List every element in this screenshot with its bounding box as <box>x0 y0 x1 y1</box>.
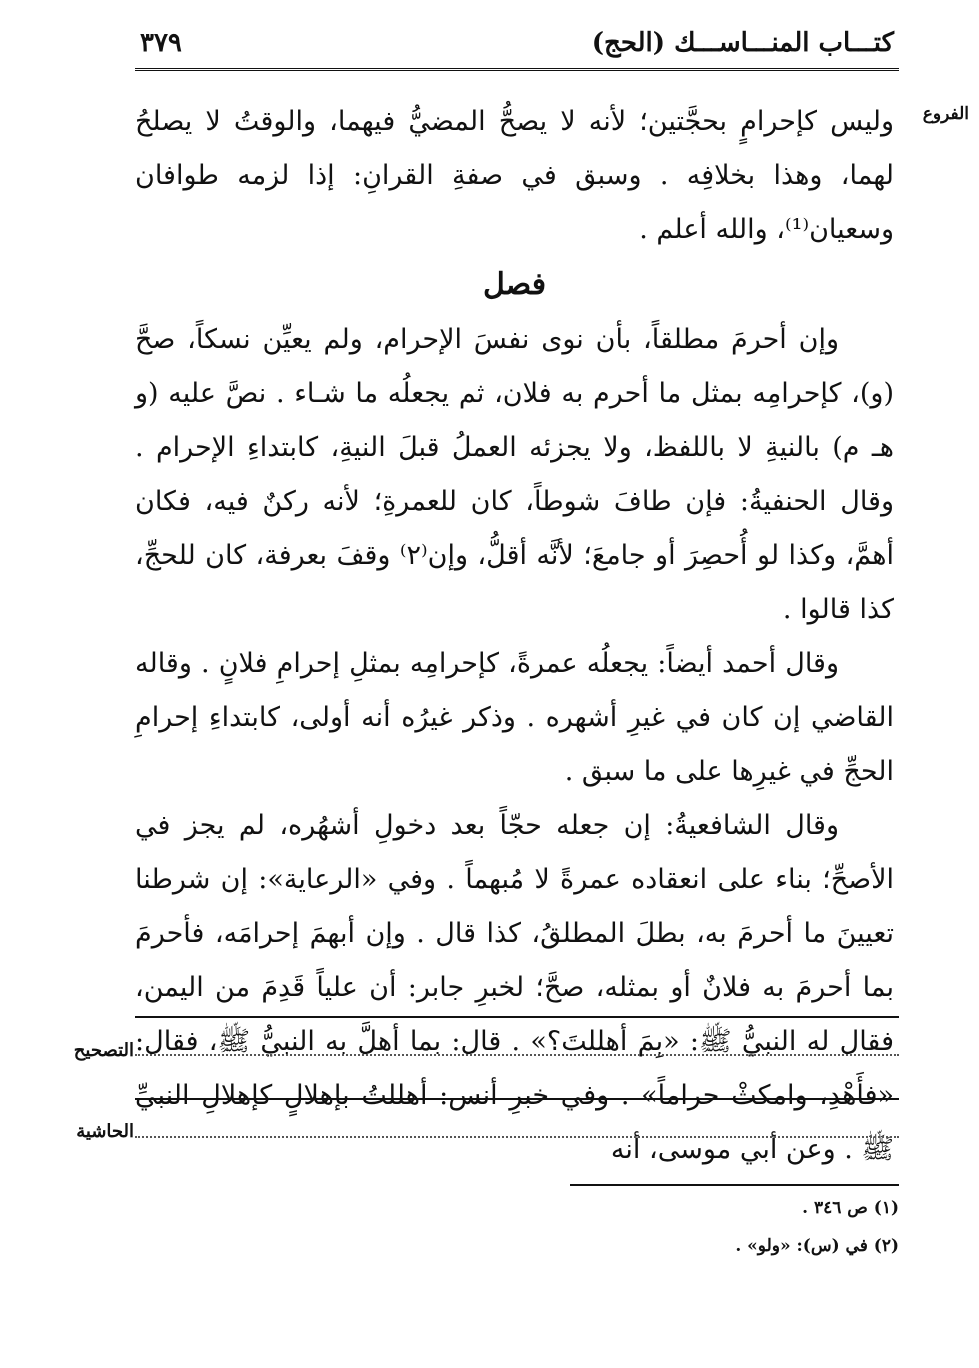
margin-note-label: الحاشية <box>76 1121 134 1142</box>
running-title: كتـــاب المنـــاســـك (الحج) <box>591 28 894 58</box>
form-middle-rule <box>135 1098 899 1100</box>
paragraph-2: وإن أحرمَ مطلقاً، بأن نوى نفسَ الإحرام، ولم يعيِّن نسكاً، صحَّ (و)، كإحرامِه بمثل ما أحرم به فلان، ثم يجعلُه ما شـاء . نصَّ عليه (و هـ م) بالنيةِ لا باللفظ، ولا يجزئه العملُ قبلَ النيةِ، كابتداءِ الإحرام . وقال الحنفيةُ: فإن طافَ شوطاً، كان للعمرةِ؛ لأنه ركنٌ فيه، فكان أهمَّ، وكذا لو أُحصِرَ أو جامعَ؛ لأنَّه أقلُّ، وإن⁽٢⁾ وقفَ بعرفة، كان للحجِّ، كذا قالوا . <box>135 324 894 625</box>
correction-line[interactable] <box>135 1054 899 1056</box>
main-text <box>135 95 894 1177</box>
section-title: فصل <box>482 267 547 302</box>
footnote-rule <box>570 1184 899 1186</box>
page-number: ٣٧٩ <box>140 28 182 58</box>
footnote-1: (١) ص ٣٤٦ . <box>802 1198 899 1218</box>
paragraph-4: وقال الشافعيةُ: إن جعله حجّاً بعد دخولِ أشهُره، لم يجز في الأصحِّ؛ بناء على انعقاده عمرةً لا مُبهماً . وفي «الرعاية»: إن شرطنا تعيينَ ما أحرمَ به، بطلَ المطلقُ، كذا قال . وإن أبهمَ إحرامَه، فأحرمَ بما أحرمَ به فلانٌ أو بمثله، صحَّ؛ لخبرِ جابر: أن علياً قَدِمَ من اليمن، فقال له النبيُّ ﷺ: «بِمَ أهللتَ؟» . قال: بما أهلَّ به النبيُّ ﷺ، فقال: «فأَهْدِ، وامكثْ حراماً» . وفي خبرِ أنس: أهللتُ بإهلالٍ كإهلالِ النبيِّ ﷺ . وعن أبي موسى، أنه <box>135 810 894 1165</box>
correction-label: التصحيح <box>73 1040 134 1061</box>
form-top-rule <box>135 1016 899 1018</box>
paragraph-3: وقال أحمد أيضاً: يجعلُه عمرةً، كإحرامِه بمثلِ إحرامِ فلانٍ . وقاله القاضي إن كان في غيرِ أشهره . وذكر غيرُه أنه أولى، كابتداءِ إحرامِ الحجِّ في غيرِها على ما سبق . <box>135 648 894 787</box>
paragraph-1: وليس كإحرامٍ بحجَّتين؛ لأنه لا يصحُّ المضيُّ فيهما، والوقتُ لا يصلحُ لهما، وهذا بخلافِه . وسبق في صفةِ القرانِ: إذا لزمه طوافان وسعيان⁽¹⁾، والله أعلم . <box>135 106 894 245</box>
margin-label-furu: الفروع <box>922 104 969 124</box>
margin-note-line[interactable] <box>135 1136 899 1138</box>
header-rule <box>135 68 899 71</box>
footnote-2: (٢) في (س): «ولو» . <box>735 1236 899 1256</box>
